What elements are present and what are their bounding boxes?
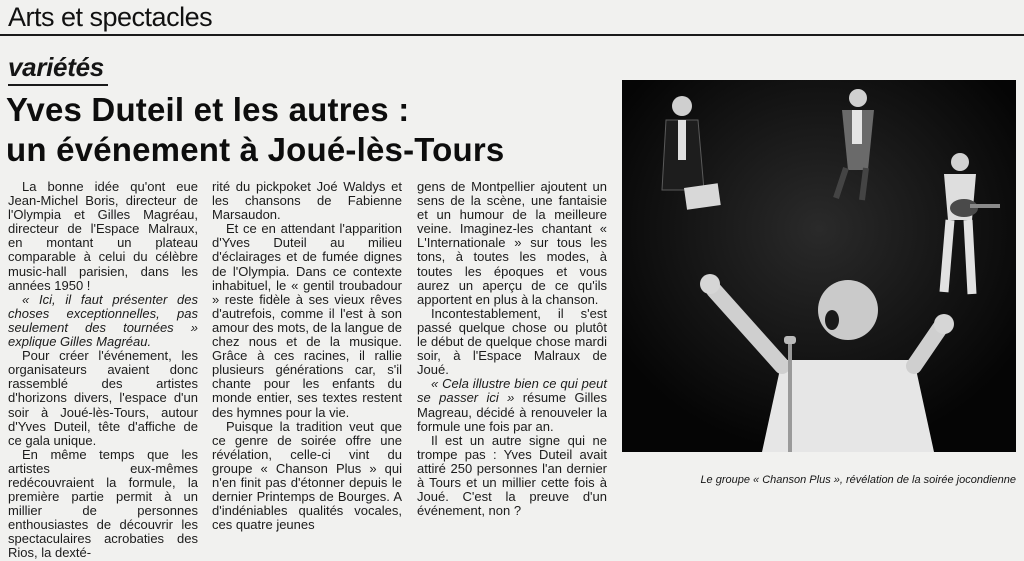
photo-caption: Le groupe « Chanson Plus », révélation de la soirée jocondienne bbox=[700, 474, 1016, 486]
paragraph: « Cela illustre bien ce qui peut se passer ici » résume Gilles Magreau, décidé à renouveler la formule une fois par an. bbox=[417, 376, 607, 434]
headline-line-1: Yves Duteil et les autres : bbox=[6, 91, 410, 128]
paragraph: gens de Montpellier ajoutent un sens de la scène, une fantaisie et un humour de la meilleure veine. Imaginez-les chantant « L'Internationale » sur tous les tons, à toutes les modes, à toutes les époques et vous aurez un aperçu de ce qu'ils apportent en plus à la chanson. bbox=[417, 179, 607, 307]
stage-photo-illustration bbox=[622, 80, 1016, 452]
stage-photo bbox=[622, 80, 1016, 452]
paragraph: Incontestablement, il s'est passé quelque chose ou plutôt le début de quelque chose mardi soir, à l'Espace Malraux de Joué. bbox=[417, 305, 607, 378]
section-rule bbox=[0, 34, 1024, 36]
rubric-underline bbox=[8, 84, 108, 86]
paragraph: Et ce en attendant l'apparition d'Yves Duteil au milieu d'éclairages et de fumée dignes de l'Olympia. Dans ce contexte inhabituel, le « gentil troubadour » reste fidèle à ses vieux rêves d'autrefois, comme il l'est à son amour des mots, de la langue de chez nous et de la musique. Grâce à ces racines, il rallie plusieurs générations car, s'il chante pour les enfants du monde entier, ses textes restent des hymnes pour la vie. bbox=[212, 221, 402, 420]
paragraph: En même temps que les artistes eux-mêmes redécouvraient la formule, la première partie permit à un millier de personnes enthousiastes de découvrir les spectaculaires acrobaties des Rios, la dexté- bbox=[8, 446, 198, 561]
headline bbox=[6, 90, 616, 170]
rubric-label: variétés bbox=[8, 52, 104, 82]
article-column-3 bbox=[417, 180, 607, 518]
paragraph: Pour créer l'événement, les organisateurs avaient donc rassemblé des artistes d'horizons divers, l'espace d'un soir à Joué-lès-Tours, autour d'Yves Duteil, tête d'affiche de ce gala unique. bbox=[8, 348, 198, 448]
paragraph: Puisque la tradition veut que ce genre de soirée offre une révélation, celle-ci vint du groupe « Chanson Plus » qui n'en finit pas d'étonner depuis le dernier Printemps de Bourges. A d'indéniables qualités vocales, ces quatre jeunes bbox=[212, 418, 402, 533]
headline-line-2: un événement à Joué-lès-Tours bbox=[6, 131, 505, 168]
paragraph: rité du pickpoket Joé Waldys et les chansons de Fabienne Marsaudon. bbox=[212, 179, 402, 223]
paragraph-quote: « Ici, il faut présenter des choses exceptionnelles, pas seulement des tournées » explique Gilles Magréau. bbox=[8, 291, 198, 350]
article-column-2 bbox=[212, 180, 402, 532]
paragraph: La bonne idée qu'ont eue Jean-Michel Boris, directeur de l'Olympia et Gilles Magréau, directeur de l'Espace Malraux, en montant un plateau comparable à celui du célèbre music-hall parisien, dans les années 1950 ! bbox=[8, 179, 198, 293]
section-title: Arts et spectacles bbox=[8, 2, 213, 32]
article-column-1 bbox=[8, 180, 198, 561]
paragraph: Il est un autre signe qui ne trompe pas : Yves Duteil avait attiré 250 personnes l'an dernier à Tours et un millier cette fois à Joué. C'est la preuve d'un événement, non ? bbox=[417, 432, 607, 519]
